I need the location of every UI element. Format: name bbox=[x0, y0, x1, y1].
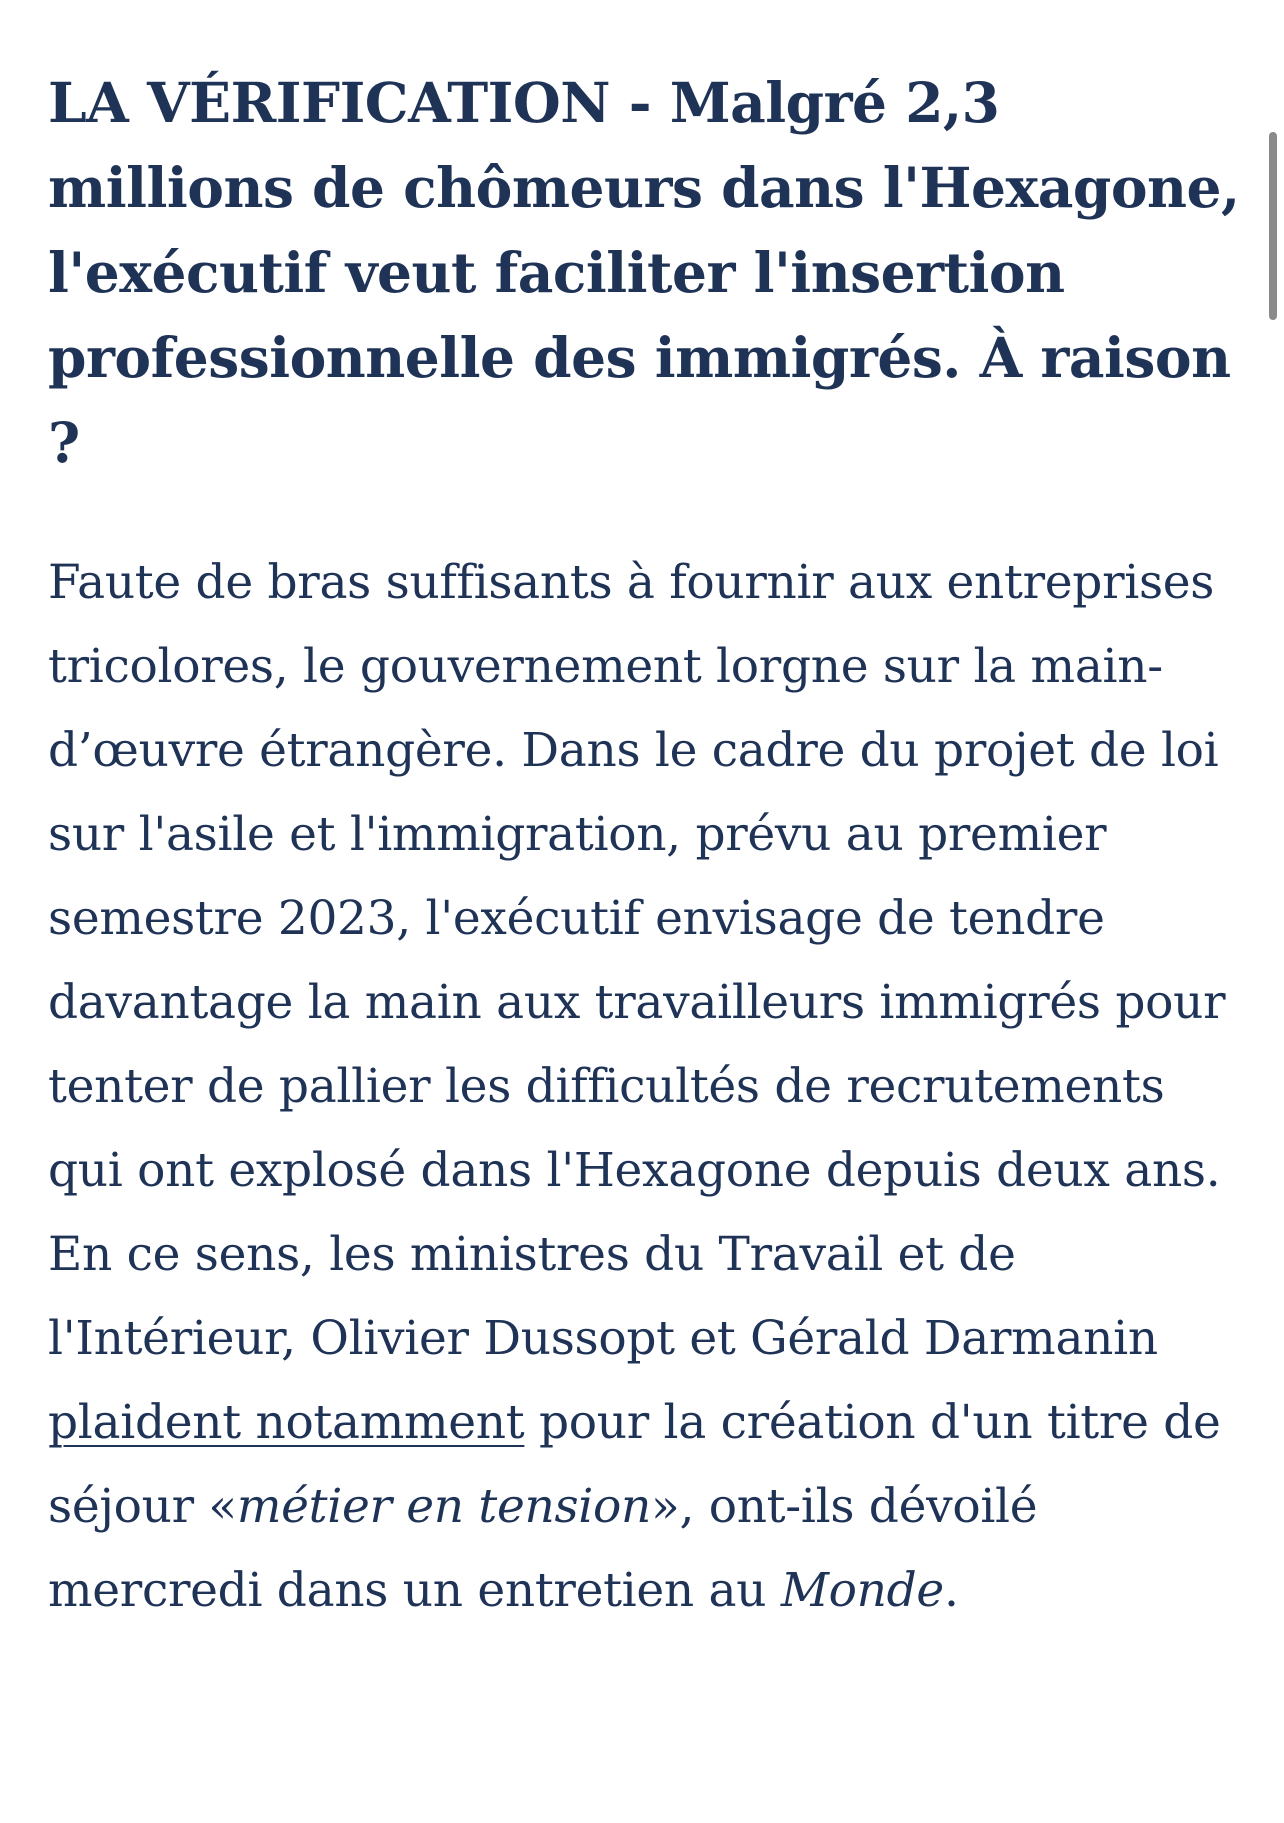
plaident-notamment-link[interactable]: plaident notamment bbox=[48, 1395, 525, 1450]
article bbox=[48, 60, 1244, 1633]
quote-italic-text: métier en tension bbox=[236, 1479, 651, 1534]
paragraph-end-punctuation: . bbox=[943, 1563, 959, 1618]
article-headline: LA VÉRIFICATION - Malgré 2,3 millions de chômeurs dans l'Hexagone, l'exécutif veut faciliter l'insertion professionnelle des immigrés. À raison ? bbox=[48, 70, 1240, 475]
vertical-scrollbar[interactable] bbox=[1269, 132, 1277, 320]
paragraph-text-after-quote: », ont-ils dévoilé mercredi dans un entretien au bbox=[48, 1479, 1038, 1618]
article-paragraph bbox=[48, 541, 1244, 1633]
source-italic-text: Monde bbox=[780, 1563, 944, 1618]
paragraph-text-start: Faute de bras suffisants à fournir aux entreprises tricolores, le gouvernement lorgne sur la main-d’œuvre étrangère. Dans le cadre du projet de loi sur l'asile et l'immigration, prévu au premier semestre 2023, l'exécutif envisage de tendre davantage la main aux travailleurs immigrés pour tenter de pallier les difficultés de recrutements qui ont explosé dans l'Hexagone depuis deux ans. En ce sens, les ministres du Travail et de l'Intérieur, Olivier Dussopt et Gérald Darmanin bbox=[48, 555, 1226, 1366]
paragraph-text-middle: pour la création d'un titre de séjour « bbox=[48, 1395, 1221, 1534]
